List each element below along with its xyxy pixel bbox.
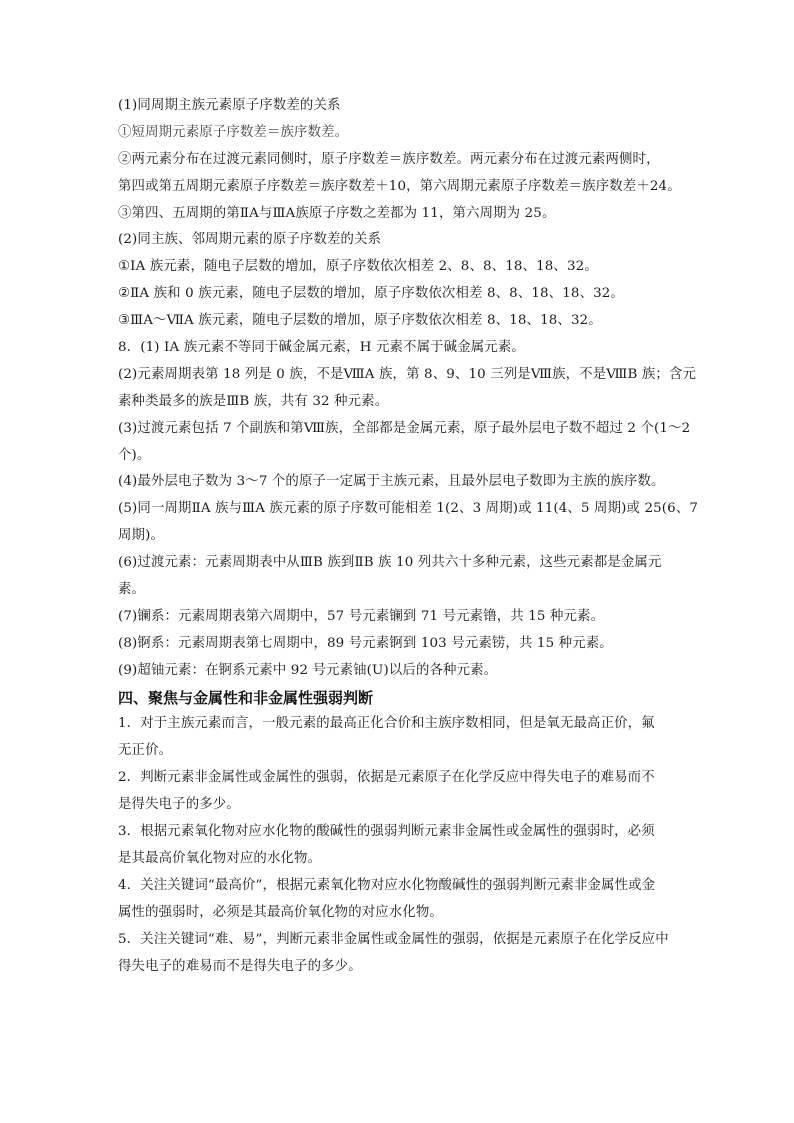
paragraph-line: 得失电子的难易而不是得失电子的多少。: [118, 958, 362, 974]
paragraph-line: 是得失电子的多少。: [118, 797, 240, 813]
paragraph-line: 是其最高价氧化物对应的水化物。: [118, 850, 322, 866]
paragraph-line: (6)过渡元素：元素周期表中从ⅢB 族到ⅡB 族 10 列共六十多种元素，这些元素都是金属元: [118, 555, 662, 571]
paragraph-line: 属性的强弱时，必须是其最高价氧化物的对应水化物。: [118, 904, 443, 920]
paragraph-line: ①ⅠA 族元素，随电子层数的增加，原子序数依次相差 2、8、8、18、18、32。: [118, 259, 598, 275]
paragraph-line: 素。: [118, 582, 146, 598]
paragraph-line: (8)锕系：元素周期表第七周期中，89 号元素锕到 103 号元素铹，共 15 种元素。: [118, 635, 613, 651]
paragraph-line: ③ⅢA～ⅦA 族元素，随电子层数的增加，原子序数依次相差 8、18、18、32。: [118, 313, 602, 329]
section-heading: 四、聚焦与金属性和非金属性强弱判断: [118, 688, 374, 707]
paragraph-line: 2．判断元素非金属性或金属性的强弱，依据是元素原子在化学反应中得失电子的难易而不: [118, 770, 655, 786]
paragraph-line: (3)过渡元素包括 7 个副族和第Ⅷ族，全部都是金属元素，原子最外层电子数不超过 2 个(1～2: [118, 420, 691, 436]
paragraph-line: (1)同周期主族元素原子序数差的关系: [118, 98, 341, 113]
paragraph-line: 个)。: [118, 447, 151, 463]
paragraph-line: 素种类最多的族是ⅢB 族，共有 32 种元素。: [118, 393, 389, 409]
paragraph-line: 8．(1) ⅠA 族元素不等同于碱金属元素，H 元素不属于碱金属元素。: [118, 340, 525, 356]
paragraph-line: (2)元素周期表第 18 列是 0 族，不是ⅧA 族，第 8、9、10 三列是Ⅷ族，不是ⅧB 族；含元: [118, 366, 697, 382]
document-body: [118, 93, 699, 980]
paragraph-line: (5)同一周期ⅡA 族与ⅢA 族元素的原子序数可能相差 1(2、3 周期)或 11(4、5 周期)或 25(6、7: [118, 501, 699, 517]
paragraph-line: 第四或第五周期元素原子序数差＝族序数差＋10，第六周期元素原子序数差＝族序数差＋24。: [118, 178, 681, 194]
paragraph-line: 无正价。: [118, 743, 173, 759]
paragraph-line: 1．对于主族元素而言，一般元素的最高正化合价和主族序数相同，但是氧无最高正价，氟: [118, 716, 655, 732]
paragraph-line: 4．关注关键词“最高价”，根据元素氧化物对应水化物酸碱性的强弱判断元素非金属性或金: [118, 877, 656, 893]
paragraph-line: (4)最外层电子数为 3～7 个的原子一定属于主族元素，且最外层电子数即为主族的族序数。: [118, 474, 665, 490]
paragraph-line: ②ⅡA 族和 0 族元素，随电子层数的增加，原子序数依次相差 8、8、18、18、32。: [118, 286, 625, 302]
paragraph-line: 3．根据元素氧化物对应水化物的酸碱性的强弱判断元素非金属性或金属性的强弱时，必须: [118, 824, 655, 840]
paragraph-line: (2)同主族、邻周期元素的原子序数差的关系: [118, 232, 382, 248]
paragraph-line: 5．关注关键词“难、易”，判断元素非金属性或金属性的强弱，依据是元素原子在化学反应中: [118, 931, 669, 947]
paragraph-line: (9)超铀元素：在锕系元素中 92 号元素铀(U)以后的各种元素。: [118, 662, 498, 678]
paragraph-line: ①短周期元素原子序数差＝族序数差。: [118, 124, 349, 140]
paragraph-line: ③第四、五周期的第ⅡA与ⅢA族原子序数之差都为 11，第六周期为 25。: [118, 205, 556, 221]
paragraph-line: ②两元素分布在过渡元素同侧时，原子序数差＝族序数差。两元素分布在过渡元素两侧时，: [118, 151, 660, 167]
paragraph-line: (7)镧系：元素周期表第六周期中，57 号元素镧到 71 号元素镥，共 15 种元素。: [118, 608, 605, 624]
paragraph-line: 周期)。: [118, 528, 164, 544]
